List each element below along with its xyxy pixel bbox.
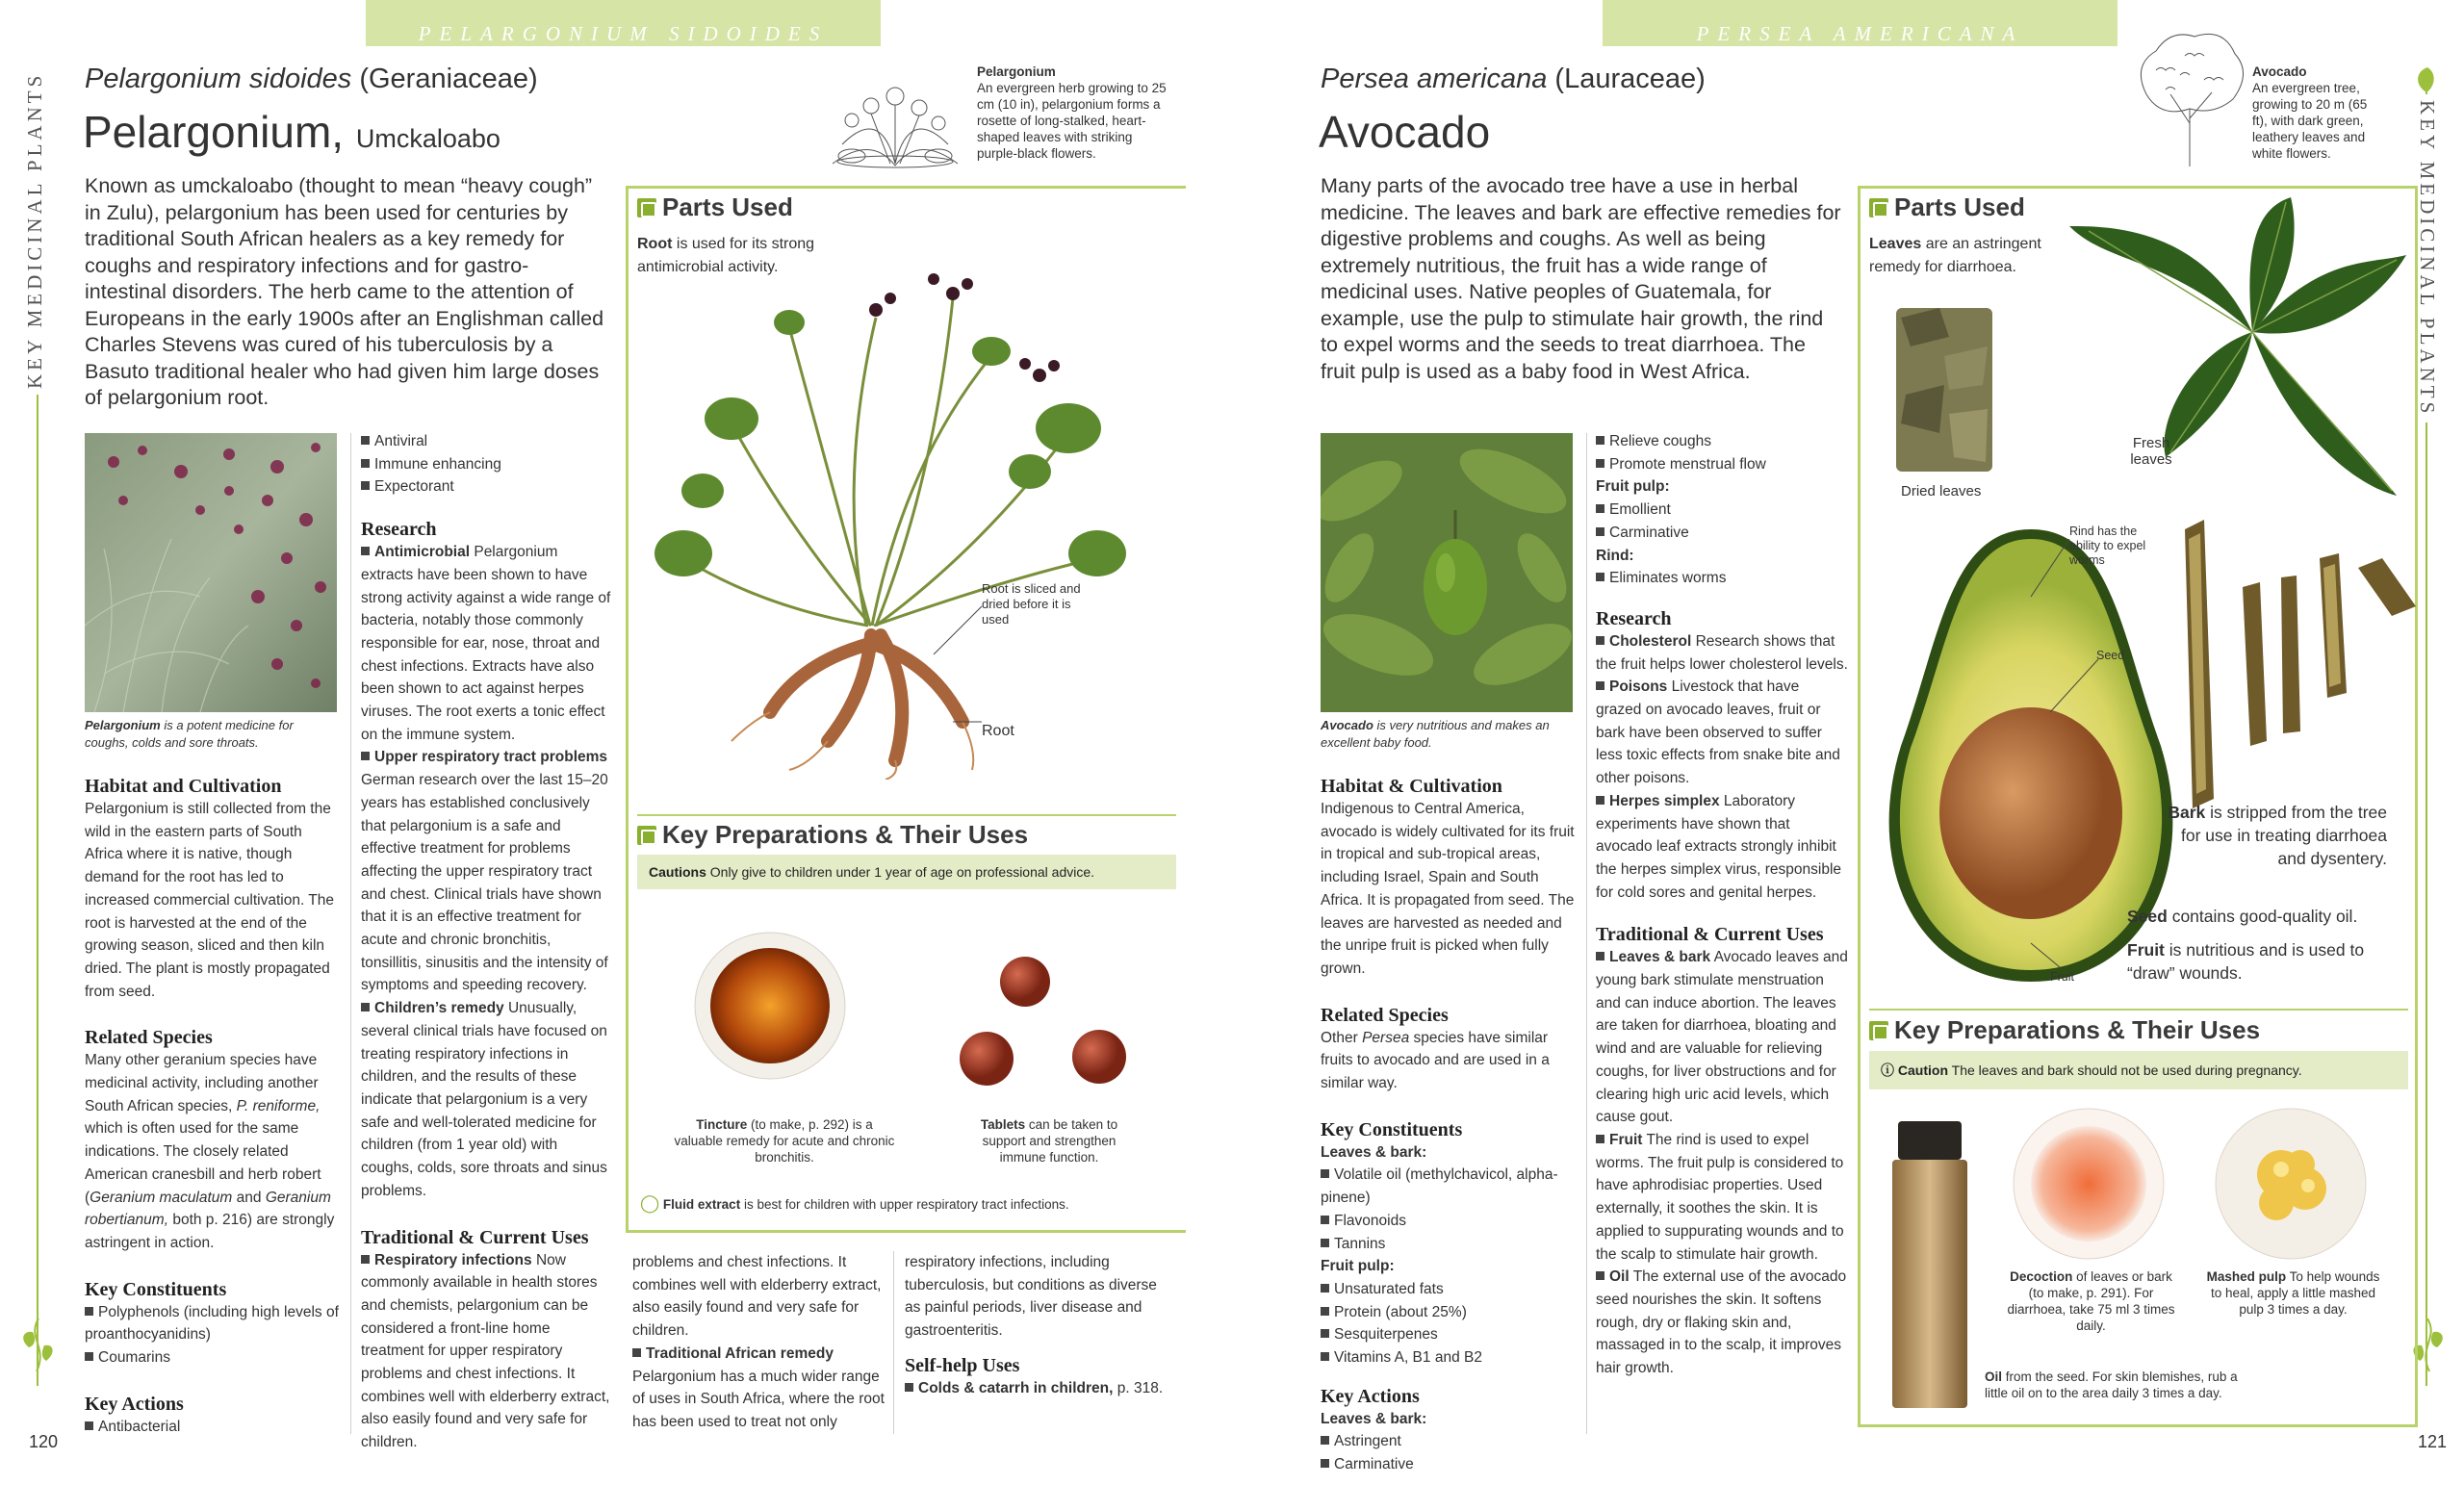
photo-caption-right: Avocado is very nutritious and makes an excellent baby food. (1321, 718, 1550, 750)
oil-caption: Oil from the seed. For skin blemishes, rub a little oil on to the area daily 3 times a day. (1985, 1370, 2238, 1400)
action-item: Astringent (1321, 1430, 1578, 1453)
action-item: Relieve coughs (1596, 430, 1848, 453)
related-text: Many other geranium species have medicinal activity, including another South African species, P. reniforme, which is often used for the same indications. The closely related American cranesbill and herb robert (Geranium maculatum and Geranium robertianum, both p. 216) are strongly astringent in action. (85, 1052, 335, 1251)
action-item: Emollient (1596, 499, 1848, 522)
related-heading: Related Species (85, 1027, 213, 1049)
column-4-left (905, 1251, 1165, 1400)
habitat-text: Pelargonium is still collected from the wild in the eastern parts of South Africa where it is native, though demand for the root has led to increased commercial cultivation. The root is harvested at the end of the growing season, sliced and then kiln dried. The plant is mostly propagated from seed. (85, 801, 335, 1000)
plant-info-text: An evergreen herb growing to 25 cm (10 in), pelargonium forms a rosette of long-stalked, heart-shaped leaves with striking purple-black flowers. (977, 81, 1167, 161)
constituent-item: Polyphenols (including high levels of proanthocyanidins) (85, 1303, 339, 1344)
constituent-item: Protein (about 25%) (1321, 1301, 1578, 1324)
divider (637, 814, 1176, 816)
traditional-item: Fruit The rind is used to expel worms. The fruit pulp is considered to have aphrodisiac properties. Used externally, it soothes the skin. It is applied to suppurating wounds and to the scalp to stimulate hair growth. (1596, 1131, 1844, 1263)
plant-info-title: Pelargonium (977, 64, 1056, 79)
seed-caption: Seed contains good-quality oil. (2127, 907, 2358, 926)
tablets-image (953, 953, 1136, 1088)
traditional-heading: Traditional & Current Uses (361, 1226, 589, 1248)
photo-caption-left (85, 717, 340, 752)
root-label: Root (982, 723, 1014, 739)
callout-lines (2021, 539, 2137, 982)
research-item: Cholesterol Research shows that the fruit helps lower cholesterol levels. (1596, 632, 1848, 673)
caution-box-right: ⓘ Caution The leaves and bark should not be used during pregnancy. (1869, 1051, 2408, 1089)
family-name: (Geraniaceae) (359, 64, 538, 94)
bark-strips-image (2175, 520, 2426, 808)
page-number-left: 120 (29, 1432, 59, 1451)
constituents-heading: Key Constituents (85, 1278, 227, 1300)
plant-info-left (977, 64, 1169, 162)
plant-info-right: Avocado An evergreen tree, growing to 20 m (65 ft), with dark green, leathery leaves and white flowers. (2252, 64, 2368, 161)
pelargonium-root-illustration (645, 241, 1184, 780)
running-header-left: PELARGONIUM SIDOIDES (366, 0, 881, 46)
latin-name-left (85, 64, 538, 95)
leaf-icon (2410, 65, 2443, 94)
research-item: Children’s remedy Unusually, several clinical trials have focused on treating respiratory infections in children, and the results of these indicate that pelargonium is a very safe and well-tolerated medicine for children (from 1 year old) with coughs, colds, sore throats and sinus problems. (361, 1000, 607, 1199)
column-divider (893, 1251, 894, 1434)
caption-text: is a potent medicine for coughs, colds and sore throats. (85, 718, 294, 750)
fruit-label: Fruit (2050, 970, 2074, 984)
selfhelp-item[interactable]: Colds & catarrh in children, p. 318. (905, 1377, 1165, 1400)
key-prep-heading-left: Key Preparations & Their Uses (637, 820, 1028, 850)
actions-heading: Key Actions (85, 1393, 184, 1415)
parts-used-heading-right: Parts Used (1869, 192, 2025, 222)
research-item: Herpes simplex Laboratory experiments have shown that avocado leaf extracts strongly inhibit the herpes simplex virus, responsible for cold sores and genital herpes. (1596, 792, 1842, 901)
mashed-pulp-caption: Mashed pulp To help wounds to heal, apply a little mashed pulp 3 times a day. (2206, 1269, 2380, 1317)
latin-name: Pelargonium sidoides (85, 64, 352, 94)
constituent-item: Volatile oil (methylchavicol, alpha-pinene) (1321, 1166, 1558, 1207)
caution-box-left: Cautions Only give to children under 1 year of age on professional advice. (637, 855, 1176, 889)
traditional-item: Respiratory infections Now commonly available in health stores and chemists, pelargonium can be considered a front-line home treatment for upper respiratory problems and chest infections. It combines well with elderberry extract, also easily found and very safe for children. (361, 1251, 610, 1451)
decoction-dish-image (2012, 1107, 2166, 1261)
tincture-caption: Tincture (to make, p. 292) is a valuable remedy for acute and chronic bronchitis. (674, 1117, 895, 1165)
action-item: Immune enhancing (361, 453, 611, 476)
action-item: Promote menstrual flow (1596, 453, 1848, 476)
running-header-right: PERSEA AMERICANA (1603, 0, 2118, 46)
column-divider (1586, 433, 1587, 1434)
caption-em: Pelargonium (85, 718, 161, 732)
root-note: Root is sliced and dried before it is used (982, 581, 1081, 627)
prep-icon (637, 826, 656, 845)
research-heading: Research (361, 519, 437, 541)
vine-icon (19, 1319, 58, 1376)
parts-used-heading-left: Parts Used (637, 192, 793, 222)
page-title-left (83, 106, 500, 158)
constituent-item: Sesquiterpenes (1321, 1323, 1578, 1346)
habitat-heading: Habitat and Cultivation (85, 776, 282, 797)
traditional-continued: problems and chest infections. It combines well with elderberry extract, also easily found and very safe for children. (632, 1254, 882, 1340)
column-2-left (361, 430, 611, 1454)
selfhelp-heading: Self-help Uses (905, 1354, 1020, 1376)
parts-icon (1869, 198, 1888, 218)
fruit-caption: Fruit is nutritious and is used to “draw” wounds. (2127, 940, 2365, 983)
page-title-right: Avocado (1319, 107, 1491, 157)
action-item: Carminative (1321, 1453, 1578, 1476)
traditional-item: Oil The external use of the avocado seed nourishes the skin. It softens rough, dry or flaking skin and, massaged in to the scalp, it improves hair growth. (1596, 1268, 1847, 1377)
intro-right: Many parts of the avocado tree have a use in herbal medicine. The leaves and bark are effective remedies for digestive problems and coughs. As well as being extremely nutritious, the fruit has a wide range of medicinal uses. Native peoples of Guatemala, for example, use the pulp to stimulate hair growth, the rind to expel worms and the seeds to treat diarrhoea. The fruit pulp is used as a baby food in West Africa. (1321, 174, 1841, 383)
pelargonium-photo (85, 433, 337, 712)
divider (1869, 1009, 2408, 1011)
warning-icon: ⓘ (1881, 1063, 1894, 1078)
prep-icon (1869, 1021, 1888, 1040)
action-item: Antibacterial (85, 1416, 343, 1439)
constituent-item: Tannins (1321, 1233, 1578, 1256)
oil-bottle-image (1886, 1121, 1973, 1410)
fluid-extract-caption: ◯ Fluid extract is best for children with upper respiratory tract infections. (640, 1193, 1069, 1213)
side-label-right: KEY MEDICINAL PLANTS (2415, 94, 2439, 422)
constituent-item: Flavonoids (1321, 1210, 1578, 1233)
research-item: Upper respiratory tract problems German research over the last 15–20 years has established conclusively that pelargonium is a safe and effective treatment for problems affecting the upper respiratory tract and chest. Clinical trials have shown that it is an effective treatment for acute and chronic bronchitis, tonsillitis, sinusitis and the intensity of symptoms and speeding recovery. (361, 749, 608, 994)
bark-caption: Bark is stripped from the tree for use in treating diarrhoea and dysentery. (2168, 803, 2387, 868)
column-divider (350, 433, 351, 1434)
research-item: Poisons Livestock that have grazed on avocado leaves, fruit or bark have been observed to suffer less toxic effects from snake bite and other poisons. (1596, 678, 1840, 787)
action-item: Expectorant (361, 475, 611, 499)
constituent-item: Unsaturated fats (1321, 1278, 1578, 1301)
intro-left: Known as umckaloabo (thought to mean “heavy cough” in Zulu), pelargonium has been used for centuries by traditional South African healers as a key remedy for coughs and respiratory infections and for gastro-intestinal disorders. The herb came to the attention of Europeans in the early 1900s after an Englishman called Charles Stevens was cured of his tuberculosis by a Basuto traditional healer who had given him large doses of pelargonium root. (85, 174, 604, 409)
decoction-caption: Decoction of leaves or bark (to make, p. 291). For diarrhoea, take 75 ml 3 times daily. (2007, 1269, 2175, 1333)
seed-label: Seed (2096, 649, 2125, 662)
research-item: Antimicrobial Pelargonium extracts have been shown to have strong activity against a wide range of bacteria, notably those commonly responsible for ear, nose, throat and chest infections. Extracts have also been shown to act against herpes viruses. The root exerts a tonic effect on the immune system. (361, 544, 611, 743)
parts-used-text-left: Root is used for its strong antimicrobial activity. (637, 236, 815, 275)
dried-leaves-label: Dried leaves (1901, 483, 1982, 499)
side-label-left: KEY MEDICINAL PLANTS (23, 66, 47, 395)
column-1-left (85, 765, 343, 1438)
action-item: Antiviral (361, 430, 611, 453)
column-3-left (632, 1251, 885, 1434)
action-item: Eliminates worms (1596, 567, 1848, 590)
tincture-dish-image (693, 919, 847, 1083)
avocado-photo (1321, 433, 1573, 712)
fresh-leaves-label: Fresh leaves (2130, 435, 2172, 468)
mashed-pulp-image (2214, 1107, 2368, 1261)
column-1-right: Habitat & Cultivation Indigenous to Central America, avocado is widely cultivated for its fruit in tropical and sub-tropical areas, including Israel, Spain and South Africa. It is propagated from seed. The leaves are harvested as needed and the unripe fruit is picked when fully grown. Related Species Other Persea species have similar fruits to avocado and are used in a similar way. Key Constituents Leaves & bark: Volatile oil (methylchavicol, alpha-pinene) Flavonoids Tannins Fruit pulp: Unsaturated fats Protein (about 25%) Sesquiterpenes Vitamins A, B1 and B2 Key Actions Leaves & bark: Astringent Carminative (1321, 765, 1578, 1476)
traditional-item: Leaves & bark Avocado leaves and young bark stimulate menstruation and can induce abortion. The leaves are taken for diarrhoea, bloating and wind and are valuable for relieving coughs, for liver obstructions and for clearing high uric acid levels, which cause gout. (1596, 949, 1848, 1126)
latin-name-right: Persea americana (Lauraceae) (1321, 64, 1706, 94)
constituent-item: Coumarins (85, 1346, 343, 1370)
traditional-continued-2: respiratory infections, including tuberculosis, but conditions as diverse as painful periods, liver disease and gastroenteritis. (905, 1254, 1157, 1340)
traditional-text-1: Now commonly available in health stores and chemists, pelargonium can be considered a front-line home treatment for upper respiratory problems and chest infections. It combines well with elderberry extract, also easily found and very safe for children. (361, 1251, 610, 1451)
parts-icon (637, 198, 656, 218)
dried-leaves-image (1891, 298, 1997, 476)
drop-icon: ◯ (640, 1193, 660, 1213)
action-item: Carminative (1596, 522, 1848, 545)
pelargonium-sketch-icon (813, 77, 977, 173)
parts-used-text-right: Leaves are an astringent remedy for diarrhoea. (1869, 236, 2041, 275)
traditional-item: Traditional African remedy Pelargonium has a much wider range of uses in South Africa, where the root has been used to treat not only (632, 1344, 885, 1430)
avocado-tree-sketch-icon (2127, 27, 2252, 171)
rind-note: Rind has the ability to expel worms (2069, 525, 2146, 567)
constituent-item: Vitamins A, B1 and B2 (1321, 1346, 1578, 1370)
column-2-right: Relieve coughs Promote menstrual flow Fruit pulp: Emollient Carminative Rind: Eliminates worms Research Cholesterol Research shows that the fruit helps lower cholesterol levels. Poisons Livestock that have grazed on avocado leaves, fruit or bark have been observed to suffer less toxic effects from snake bite and other poisons. Herpes simplex Laboratory experiments have shown that avocado leaf extracts strongly inhibit the herpes simplex virus, responsible for cold sores and genital herpes. Traditional & Current Uses Leaves & bark Avocado leaves and young bark stimulate menstruation and can induce abortion. The leaves are taken for diarrhoea, bloating and wind and are valuable for relieving coughs, for liver obstructions and for clearing high uric acid levels, which cause gout. Fruit The rind is used to expel worms. The fruit pulp is considered to have aphrodisiac properties. Used externally, it soothes the skin. It is applied to suppurating wounds and to the scalp to stimulate hair growth. Oil The external use of the avocado seed nourishes the skin. It softens rough, dry or flaking skin and, massaged in to the scalp, it improves hair growth. (1596, 430, 1848, 1380)
key-prep-heading-right: Key Preparations & Their Uses (1869, 1015, 2260, 1045)
tablets-caption: Tablets can be taken to support and strengthen immune function. (980, 1117, 1118, 1165)
fresh-leaves-image (2050, 197, 2416, 505)
page-number-right: 121 (2418, 1432, 2448, 1451)
title-alt: Umckaloabo (355, 124, 500, 153)
title-text: Pelargonium, (83, 107, 345, 157)
